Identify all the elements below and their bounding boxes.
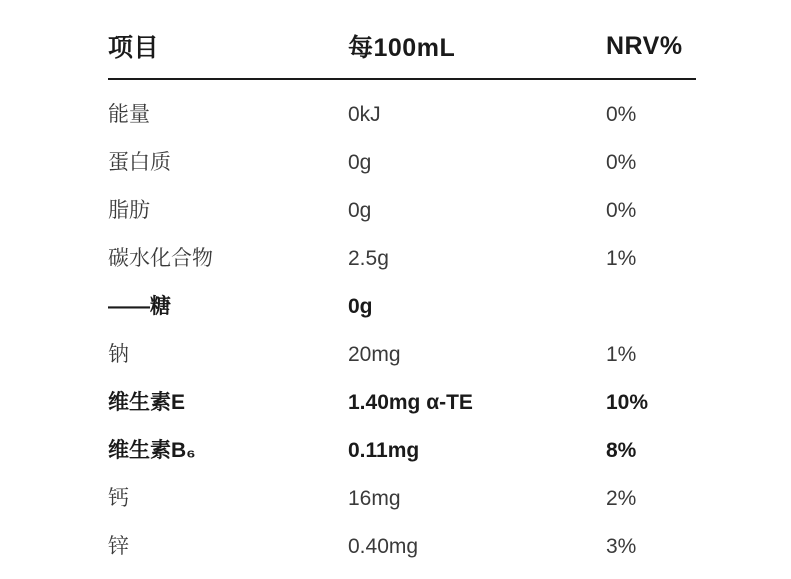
row-amount-value: 0.11mg: [348, 439, 420, 462]
row-nrv-value: 0%: [606, 103, 637, 126]
header-item: 项目: [108, 34, 160, 62]
row-item-label: 能量: [108, 103, 150, 126]
row-item-label: 钙: [108, 487, 129, 510]
row-nrv-value: 8%: [606, 439, 637, 462]
table-row: [108, 473, 696, 521]
row-nrv-value: 10%: [606, 391, 649, 414]
row-amount-value: 0kJ: [348, 103, 381, 126]
row-amount-value: 0g: [348, 151, 372, 174]
table-row: [108, 425, 696, 473]
nutrition-panel: [62, 4, 730, 568]
row-nrv-value: 3%: [606, 535, 637, 558]
row-item-label: 钠: [108, 343, 129, 366]
row-nrv-value: 2%: [606, 487, 637, 510]
row-amount-value: 1.40mg α-TE: [348, 391, 473, 414]
table-header-row: [108, 28, 696, 79]
row-nrv-value: [606, 281, 696, 329]
header-amount: 每100mL: [348, 34, 456, 62]
row-nrv-value: 1%: [606, 247, 637, 270]
table-row: [108, 185, 696, 233]
row-nrv-value: 0%: [606, 199, 637, 222]
row-amount-value: 2.5g: [348, 247, 389, 270]
table-row: [108, 281, 696, 329]
nutrition-table-wrap: [108, 28, 696, 569]
header-nrv: NRV%: [606, 31, 683, 60]
row-item-label: 碳水化合物: [108, 247, 213, 270]
table-row: [108, 521, 696, 569]
nutrition-facts-table: [108, 28, 696, 569]
row-amount-value: 0.40mg: [348, 535, 419, 558]
table-row: [108, 233, 696, 281]
row-item-label: ——糖: [108, 295, 171, 318]
row-item-label: 维生素B₆: [108, 439, 196, 462]
row-amount-value: 16mg: [348, 487, 401, 510]
row-nrv-value: 1%: [606, 343, 637, 366]
row-item-label: 维生素E: [108, 391, 186, 414]
row-amount-value: 0g: [348, 295, 373, 318]
row-amount-value: 20mg: [348, 343, 401, 366]
table-row: [108, 377, 696, 425]
table-row: [108, 79, 696, 137]
row-amount-value: 0g: [348, 199, 372, 222]
row-item-label: 锌: [108, 535, 129, 558]
table-header: [108, 28, 696, 79]
table-row: [108, 329, 696, 377]
table-body: [108, 79, 696, 569]
table-row: [108, 137, 696, 185]
row-item-label: 脂肪: [108, 199, 150, 222]
row-item-label: 蛋白质: [108, 151, 171, 174]
row-nrv-value: 0%: [606, 151, 637, 174]
